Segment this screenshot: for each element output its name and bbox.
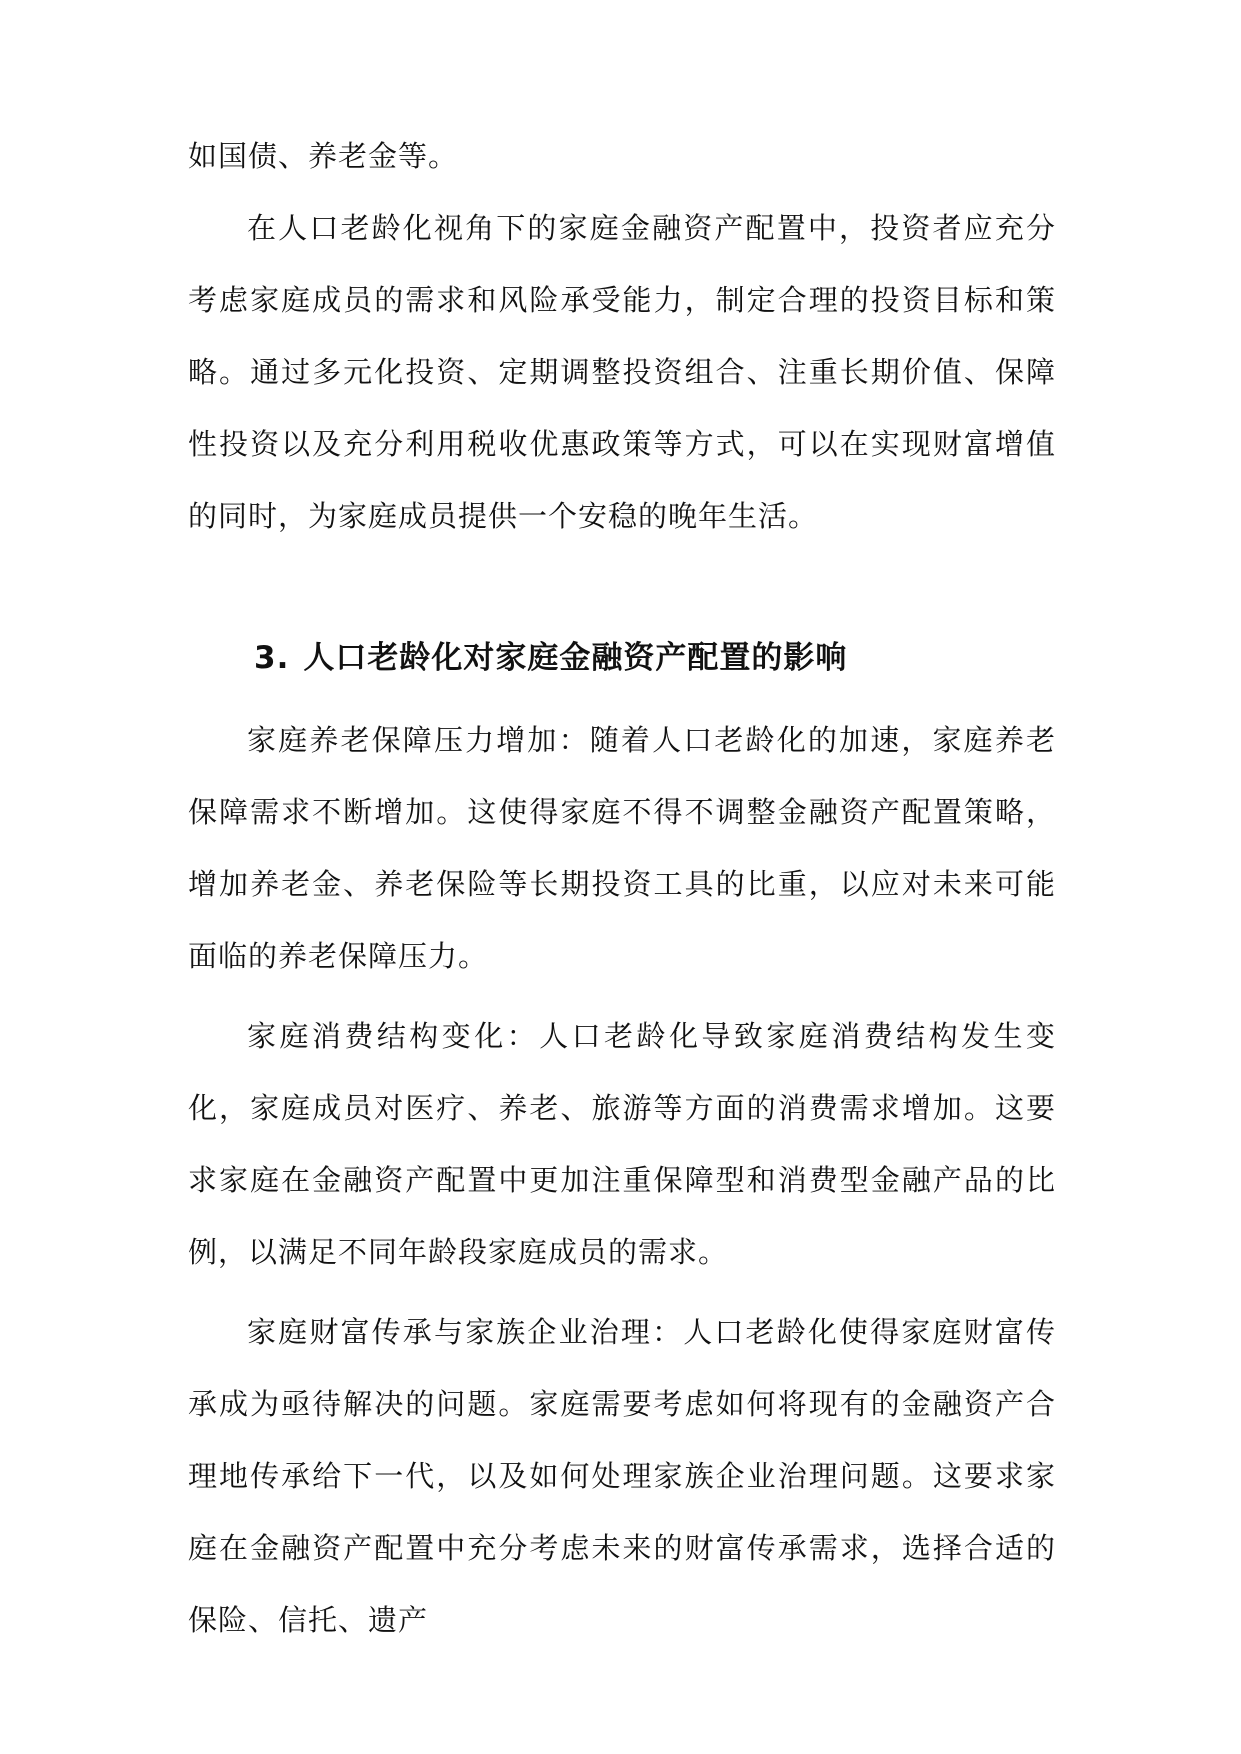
paragraph-pension-pressure: 家庭养老保障压力增加：随着人口老龄化的加速，家庭养老保障需求不断增加。这使得家庭不得不调整金融资产配置策略，增加养老金、养老保险等长期投资工具的比重，以应对未来可能面临的养老保障压力。 (188, 723, 1056, 973)
section-number: 3. (254, 640, 290, 676)
section-title: 人口老龄化对家庭金融资产配置的影响 (303, 640, 848, 676)
paragraph-continuation: 如国债、养老金等。 (188, 139, 459, 173)
paragraph-consumption-structure: 家庭消费结构变化：人口老龄化导致家庭消费结构发生变化，家庭成员对医疗、养老、旅游等方面的消费需求增加。这要求家庭在金融资产配置中更加注重保障型和消费型金融产品的比例，以满足不同年龄段家庭成员的需求。 (188, 1019, 1056, 1269)
paragraph-allocation-summary: 在人口老龄化视角下的家庭金融资产配置中，投资者应充分考虑家庭成员的需求和风险承受能力，制定合理的投资目标和策略。通过多元化投资、定期调整投资组合、注重长期价值、保障性投资以及充分利用税收优惠政策等方式，可以在实现财富增值的同时，为家庭成员提供一个安稳的晚年生活。 (188, 211, 1056, 533)
section-heading (254, 636, 847, 680)
paragraph-wealth-inheritance: 家庭财富传承与家族企业治理：人口老龄化使得家庭财富传承成为亟待解决的问题。家庭需要考虑如何将现有的金融资产合理地传承给下一代，以及如何处理家族企业治理问题。这要求家庭在金融资产配置中充分考虑未来的财富传承需求，选择合适的保险、信托、遗产 (188, 1315, 1056, 1637)
